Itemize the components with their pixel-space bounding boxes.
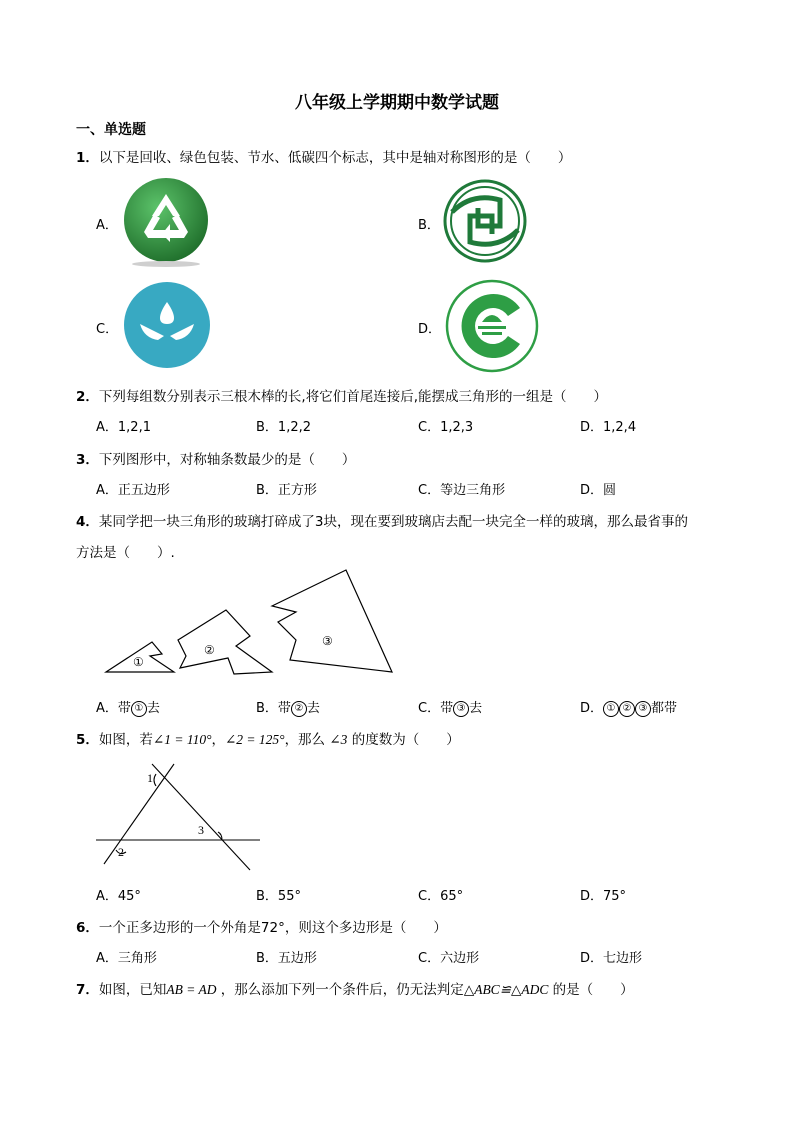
- option-prefix: B．带: [256, 701, 291, 716]
- congruence-statement: △ABC≌△ADC: [463, 982, 549, 997]
- angle-3: ∠3: [329, 732, 348, 747]
- angle-label-1: 1: [147, 771, 153, 785]
- question-number: 2．: [76, 389, 99, 405]
- q3-option-d: D．圆: [580, 483, 617, 498]
- angle-label-3: 3: [198, 823, 204, 837]
- q4-option-d: [580, 697, 677, 717]
- question-5: [76, 728, 460, 748]
- glass-piece-2: [178, 610, 272, 674]
- option-suffix: 去: [469, 701, 483, 716]
- q1-option-b-label: B．: [418, 218, 440, 233]
- q6-option-b: B．五边形: [256, 951, 317, 966]
- question-text: 一个正多边形的一个外角是72°，则这个多边形是（ ）: [98, 920, 447, 936]
- angle-1-condition: ∠1 = 110°: [152, 732, 212, 747]
- question-text: 如图，若: [98, 732, 153, 748]
- q6-option-c: C．六边形: [418, 951, 480, 966]
- circled-number: ③: [635, 701, 651, 717]
- option-prefix: D．: [580, 701, 604, 716]
- option-suffix: 都带: [651, 701, 678, 716]
- question-number: 3．: [76, 452, 99, 468]
- question-2: [76, 385, 607, 405]
- question-text: 下列每组数分别表示三根木棒的长,将它们首尾连接后,能摆成三角形的一组是（ ）: [98, 389, 607, 405]
- piece-label-2: ②: [204, 643, 215, 657]
- q1-option-a-label: A．: [96, 218, 118, 233]
- question-number: 4．: [76, 514, 99, 530]
- glass-piece-3: [272, 570, 392, 672]
- q4-option-c: [418, 697, 482, 717]
- question-text: ，那么添加下列一个条件后，仍无法判定: [216, 982, 464, 998]
- question-text: 的是（ ）: [548, 982, 634, 998]
- question-text: 如图，已知: [98, 982, 167, 998]
- green-package-logo-icon: [442, 178, 528, 264]
- q5-option-c: C．65°: [418, 889, 464, 904]
- given-condition: AB = AD: [166, 982, 217, 997]
- q1-option-d-label: D．: [418, 322, 442, 337]
- question-4: [76, 510, 688, 530]
- option-suffix: 去: [306, 701, 320, 716]
- question-text: 以下是回收、绿色包装、节水、低碳四个标志，其中是轴对称图形的是（ ）: [98, 150, 572, 166]
- option-prefix: A．带: [96, 701, 131, 716]
- q2-option-d: D．1,2,4: [580, 420, 637, 435]
- q3-option-a: A．正五边形: [96, 483, 170, 498]
- question-text: 下列图形中，对称轴条数最少的是（ ）: [98, 452, 356, 468]
- section-heading: 一、单选题: [76, 122, 146, 138]
- question-7: [76, 978, 634, 998]
- circled-number: ②: [619, 701, 635, 717]
- piece-label-1: ①: [133, 655, 144, 669]
- circled-number: ③: [453, 701, 469, 717]
- question-text: ，那么: [284, 732, 330, 748]
- low-carbon-logo-icon: [442, 278, 542, 374]
- question-6: [76, 916, 447, 936]
- q2-option-a: A．1,2,1: [96, 420, 151, 435]
- page-title: 八年级上学期期中数学试题: [295, 93, 499, 113]
- question-3: [76, 448, 355, 468]
- recycle-logo-icon: [120, 176, 212, 268]
- question-number: 7．: [76, 982, 99, 998]
- question-number: 6．: [76, 920, 99, 936]
- circled-number: ②: [291, 701, 307, 717]
- q3-option-b: B．正方形: [256, 483, 317, 498]
- question-number: 5．: [76, 732, 99, 748]
- q5-option-b: B．55°: [256, 889, 301, 904]
- separator: ，: [211, 732, 225, 748]
- q1-option-c-label: C．: [96, 322, 119, 337]
- question-1: [76, 146, 571, 166]
- q5-option-a: A．45°: [96, 889, 141, 904]
- q4-option-b: [256, 697, 320, 717]
- circled-number: ①: [603, 701, 619, 717]
- option-suffix: 去: [146, 701, 160, 716]
- question-number: 1．: [76, 150, 99, 166]
- angle-2-condition: ∠2 = 125°: [224, 732, 285, 747]
- angle-label-2: 2: [118, 845, 124, 859]
- question-4-line-2: 方法是（ ）.: [76, 545, 175, 561]
- question-text-line-1: 某同学把一块三角形的玻璃打碎成了3块，现在要到玻璃店去配一块完全一样的玻璃，那么最省事的: [98, 514, 688, 530]
- q6-option-d: D．七边形: [580, 951, 643, 966]
- circled-number: ①: [131, 701, 147, 717]
- q5-option-d: D．75°: [580, 889, 627, 904]
- q2-option-b: B．1,2,2: [256, 420, 311, 435]
- q2-option-c: C．1,2,3: [418, 420, 474, 435]
- option-prefix: C．带: [418, 701, 454, 716]
- q4-option-a: [96, 697, 160, 717]
- angle-figure: [94, 760, 266, 874]
- q3-option-c: C．等边三角形: [418, 483, 506, 498]
- question-text: 的度数为（ ）: [347, 732, 460, 748]
- water-saving-logo-icon: [122, 280, 212, 370]
- piece-label-3: ③: [322, 634, 333, 648]
- q6-option-a: A．三角形: [96, 951, 157, 966]
- broken-glass-figure: [100, 566, 400, 680]
